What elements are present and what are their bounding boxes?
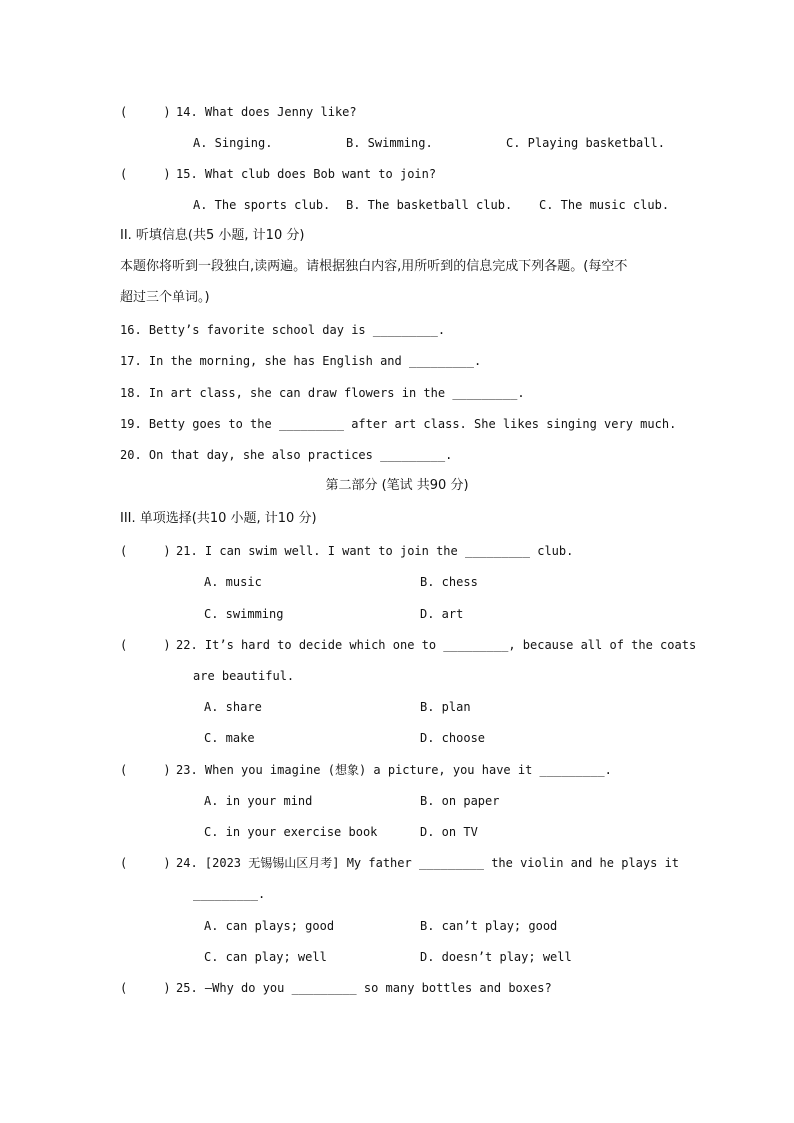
q14-answer-blank: ( ): [120, 105, 171, 119]
q24-stem-line1: 24. [2023 无锡锡山区月考] My father _________ the violin and he plays it: [176, 856, 680, 870]
q24-stem-line2: _________.: [193, 887, 266, 901]
q22-option-c: C. make: [204, 731, 255, 745]
q21-option-c: C. swimming: [204, 607, 284, 621]
q22-option-a: A. share: [204, 700, 262, 714]
q19-item: 19. Betty goes to the _________ after art class. She likes singing very much.: [120, 417, 677, 431]
q14-option-c: C. Playing basketball.: [506, 136, 665, 150]
q24-option-a: A. can plays; good: [204, 919, 335, 933]
q14-option-b: B. Swimming.: [346, 136, 433, 150]
q25-stem: 25. —Why do you _________ so many bottles and boxes?: [176, 981, 552, 995]
q20-item: 20. On that day, she also practices _________.: [120, 448, 453, 462]
q22-answer-blank: ( ): [120, 638, 171, 652]
q23-option-b: B. on paper: [420, 794, 500, 808]
section-2-instruction-line2: 超过三个单词。): [120, 290, 210, 305]
q23-option-d: D. on TV: [420, 825, 478, 839]
q22-option-d: D. choose: [420, 731, 486, 745]
q14-option-a: A. Singing.: [193, 136, 273, 150]
q14-stem: 14. What does Jenny like?: [176, 105, 357, 119]
q21-answer-blank: ( ): [120, 544, 171, 558]
q15-answer-blank: ( ): [120, 167, 171, 181]
part-two-title: 第二部分 (笔试 共90 分): [325, 478, 469, 493]
section-2-heading: II. 听填信息(共5 小题, 计10 分): [120, 228, 305, 243]
q24-option-c: C. can play; well: [204, 950, 327, 964]
q23-option-c: C. in your exercise book: [204, 825, 378, 839]
section-2-instruction-line1: 本题你将听到一段独白,读两遍。请根据独白内容,用所听到的信息完成下列各题。(每空不: [120, 259, 628, 274]
q21-option-a: A. music: [204, 575, 262, 589]
q24-answer-blank: ( ): [120, 856, 171, 870]
q22-stem-line2: are beautiful.: [193, 669, 295, 683]
q24-option-d: D. doesn’t play; well: [420, 950, 572, 964]
q25-answer-blank: ( ): [120, 981, 171, 995]
q15-option-b: B. The basketball club.: [346, 198, 513, 212]
section-3-heading: III. 单项选择(共10 小题, 计10 分): [120, 511, 317, 526]
q21-stem: 21. I can swim well. I want to join the _________ club.: [176, 544, 574, 558]
q22-stem-line1: 22. It’s hard to decide which one to _________, because all of the coats: [176, 638, 697, 652]
q17-item: 17. In the morning, she has English and _________.: [120, 354, 482, 368]
q15-stem: 15. What club does Bob want to join?: [176, 167, 437, 181]
q24-option-b: B. can’t play; good: [420, 919, 558, 933]
q23-option-a: A. in your mind: [204, 794, 313, 808]
q22-option-b: B. plan: [420, 700, 471, 714]
q15-option-c: C. The music club.: [539, 198, 670, 212]
q23-stem: 23. When you imagine (想象) a picture, you have it _________.: [176, 763, 612, 777]
q18-item: 18. In art class, she can draw flowers in the _________.: [120, 386, 525, 400]
q21-option-d: D. art: [420, 607, 464, 621]
q16-item: 16. Betty’s favorite school day is _________.: [120, 323, 446, 337]
q21-option-b: B. chess: [420, 575, 478, 589]
q15-option-a: A. The sports club.: [193, 198, 331, 212]
q23-answer-blank: ( ): [120, 763, 171, 777]
